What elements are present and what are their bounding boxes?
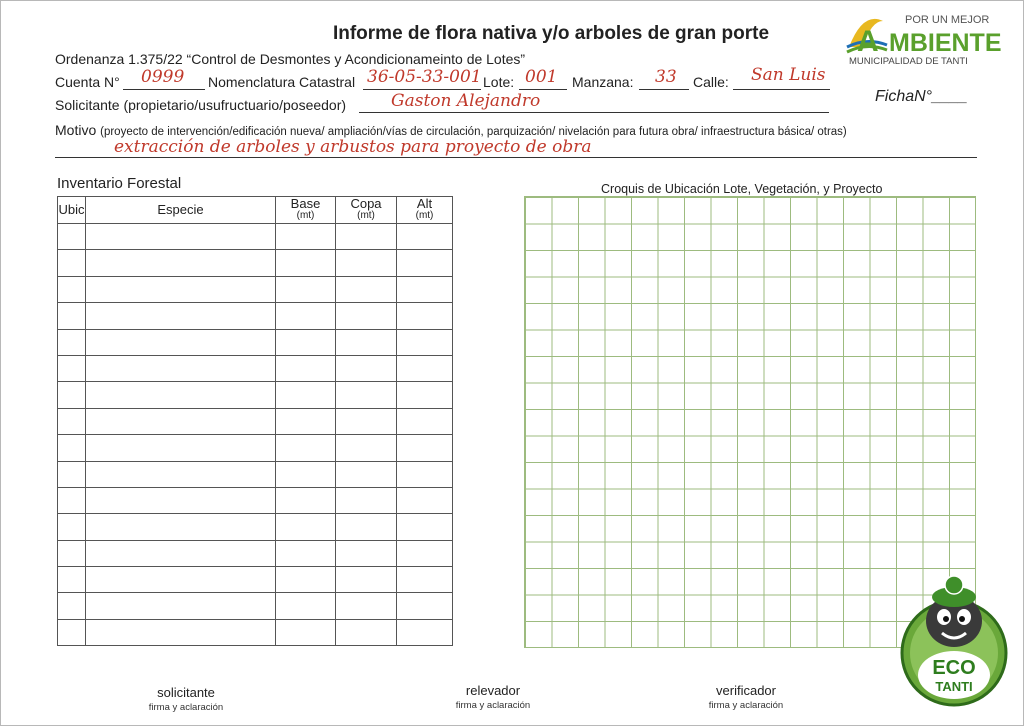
table-cell[interactable] xyxy=(86,224,276,250)
logo-brand-letter: A xyxy=(857,25,879,58)
table-cell[interactable] xyxy=(276,303,336,329)
table-cell[interactable] xyxy=(276,276,336,302)
table-cell[interactable] xyxy=(397,224,453,250)
table-cell[interactable] xyxy=(397,619,453,645)
table-cell[interactable] xyxy=(276,250,336,276)
ordinance-text: Ordenanza 1.375/22 “Control de Desmontes y Acondicionameinto de Lotes” xyxy=(55,51,526,67)
table-cell[interactable] xyxy=(86,540,276,566)
inventory-table xyxy=(57,196,453,646)
table-cell[interactable] xyxy=(58,224,86,250)
logo-brand-rest: MBIENTE xyxy=(889,29,1002,57)
manzana-value[interactable]: 33 xyxy=(655,67,677,87)
table-cell[interactable] xyxy=(336,329,397,355)
table-cell[interactable] xyxy=(58,276,86,302)
table-row xyxy=(58,329,453,355)
table-cell[interactable] xyxy=(276,593,336,619)
signature-solicitante: solicitante firma y aclaración xyxy=(148,685,224,713)
inventory-title: Inventario Forestal xyxy=(57,175,182,192)
table-row xyxy=(58,303,453,329)
table-cell[interactable] xyxy=(336,567,397,593)
col-especie: Especie xyxy=(86,197,276,224)
table-cell[interactable] xyxy=(86,619,276,645)
table-row xyxy=(58,487,453,513)
eco-tanti-logo xyxy=(894,571,1014,711)
table-cell[interactable] xyxy=(86,487,276,513)
table-cell[interactable] xyxy=(276,619,336,645)
table-cell[interactable] xyxy=(397,567,453,593)
tanti-text: TANTI xyxy=(935,679,973,694)
table-cell[interactable] xyxy=(397,514,453,540)
table-cell[interactable] xyxy=(276,435,336,461)
table-row xyxy=(58,250,453,276)
table-cell[interactable] xyxy=(276,382,336,408)
col-alt: Alt (mt) xyxy=(397,197,453,224)
table-cell[interactable] xyxy=(276,329,336,355)
signature-relevador: relevador firma y aclaración xyxy=(455,683,531,711)
table-cell[interactable] xyxy=(276,540,336,566)
table-cell[interactable] xyxy=(86,382,276,408)
calle-label: Calle: xyxy=(693,74,729,90)
table-row xyxy=(58,593,453,619)
table-cell[interactable] xyxy=(86,303,276,329)
table-cell[interactable] xyxy=(58,593,86,619)
cuenta-label: Cuenta N° xyxy=(55,74,120,90)
nomenclatura-value[interactable]: 36-05-33-001 xyxy=(367,67,482,87)
table-cell[interactable] xyxy=(336,355,397,381)
table-cell[interactable] xyxy=(58,250,86,276)
table-cell[interactable] xyxy=(397,303,453,329)
table-cell[interactable] xyxy=(336,224,397,250)
table-cell[interactable] xyxy=(58,487,86,513)
table-cell[interactable] xyxy=(86,461,276,487)
table-cell[interactable] xyxy=(276,567,336,593)
table-cell[interactable] xyxy=(58,408,86,434)
table-row xyxy=(58,355,453,381)
eco-text: ECO xyxy=(932,657,976,679)
table-cell[interactable] xyxy=(397,461,453,487)
table-row xyxy=(58,619,453,645)
table-cell[interactable] xyxy=(336,382,397,408)
lote-label: Lote: xyxy=(483,74,515,90)
col-ubic: Ubic xyxy=(58,197,86,224)
table-cell[interactable] xyxy=(276,355,336,381)
motivo-label xyxy=(55,122,847,138)
table-cell[interactable] xyxy=(336,408,397,434)
nomenclatura-label: Nomenclatura Catastral xyxy=(208,74,356,90)
table-cell[interactable] xyxy=(397,408,453,434)
table-cell[interactable] xyxy=(336,487,397,513)
logo-top-text: POR UN MEJOR xyxy=(905,14,990,26)
table-cell[interactable] xyxy=(276,487,336,513)
col-copa: Copa (mt) xyxy=(336,197,397,224)
calle-value[interactable]: San Luis xyxy=(751,65,826,85)
table-cell[interactable] xyxy=(336,276,397,302)
table-cell[interactable] xyxy=(86,329,276,355)
table-cell[interactable] xyxy=(276,224,336,250)
lote-value[interactable]: 001 xyxy=(525,67,558,87)
table-cell[interactable] xyxy=(336,514,397,540)
logo-subtitle: MUNICIPALIDAD DE TANTI xyxy=(849,56,968,67)
motivo-hint: (proyecto de intervención/edificación nueva/ ampliación/vías de circulación, parquización/ nivelación para futura obra/ infraestructura básica/ otras) xyxy=(100,126,847,138)
solicitante-label: Solicitante (propietario/usufructuario/poseedor) xyxy=(55,97,347,113)
signature-verificador: verificador firma y aclaración xyxy=(708,683,784,711)
table-cell[interactable] xyxy=(336,435,397,461)
table-cell[interactable] xyxy=(336,250,397,276)
table-cell[interactable] xyxy=(58,303,86,329)
table-cell[interactable] xyxy=(397,382,453,408)
table-cell[interactable] xyxy=(58,514,86,540)
table-cell[interactable] xyxy=(86,435,276,461)
motivo-value[interactable]: extracción de arboles y arbustos para proyecto de obra xyxy=(114,137,592,157)
table-cell[interactable] xyxy=(397,487,453,513)
table-cell[interactable] xyxy=(86,408,276,434)
table-cell[interactable] xyxy=(86,514,276,540)
table-cell[interactable] xyxy=(58,540,86,566)
table-cell[interactable] xyxy=(86,250,276,276)
manzana-label: Manzana: xyxy=(572,74,634,90)
table-row xyxy=(58,276,453,302)
ficha-label: FichaN°____ xyxy=(875,88,968,105)
table-cell[interactable] xyxy=(58,329,86,355)
table-row xyxy=(58,382,453,408)
table-cell[interactable] xyxy=(276,408,336,434)
table-cell[interactable] xyxy=(86,593,276,619)
form-title: Informe de flora nativa y/o arboles de gran porte xyxy=(332,23,770,44)
table-cell[interactable] xyxy=(58,619,86,645)
motivo-label-text: Motivo xyxy=(55,122,97,138)
table-cell[interactable] xyxy=(58,567,86,593)
table-row xyxy=(58,540,453,566)
table-row xyxy=(58,461,453,487)
sketch-title: Croquis de Ubicación Lote, Vegetación, y Proyecto xyxy=(601,182,883,196)
table-cell[interactable] xyxy=(336,461,397,487)
solicitante-value[interactable]: Gaston Alejandro xyxy=(391,91,541,111)
ambiente-logo xyxy=(843,7,1015,67)
table-cell[interactable] xyxy=(336,593,397,619)
table-cell[interactable] xyxy=(58,435,86,461)
table-cell[interactable] xyxy=(397,540,453,566)
table-cell[interactable] xyxy=(58,382,86,408)
table-cell[interactable] xyxy=(58,355,86,381)
table-row xyxy=(58,224,453,250)
table-cell[interactable] xyxy=(276,461,336,487)
table-cell[interactable] xyxy=(397,276,453,302)
table-row xyxy=(58,514,453,540)
table-row xyxy=(58,435,453,461)
table-row xyxy=(58,408,453,434)
col-base: Base (mt) xyxy=(276,197,336,224)
table-cell[interactable] xyxy=(397,329,453,355)
table-cell[interactable] xyxy=(336,540,397,566)
table-cell[interactable] xyxy=(58,461,86,487)
cuenta-value[interactable]: 0999 xyxy=(141,67,185,87)
table-cell[interactable] xyxy=(336,303,397,329)
table-row xyxy=(58,567,453,593)
table-cell[interactable] xyxy=(86,567,276,593)
table-cell[interactable] xyxy=(276,514,336,540)
table-cell[interactable] xyxy=(86,276,276,302)
inventory-header-row xyxy=(58,197,453,224)
table-cell[interactable] xyxy=(397,593,453,619)
table-cell[interactable] xyxy=(336,619,397,645)
table-cell[interactable] xyxy=(397,435,453,461)
table-cell[interactable] xyxy=(397,250,453,276)
table-cell[interactable] xyxy=(397,355,453,381)
table-cell[interactable] xyxy=(86,355,276,381)
